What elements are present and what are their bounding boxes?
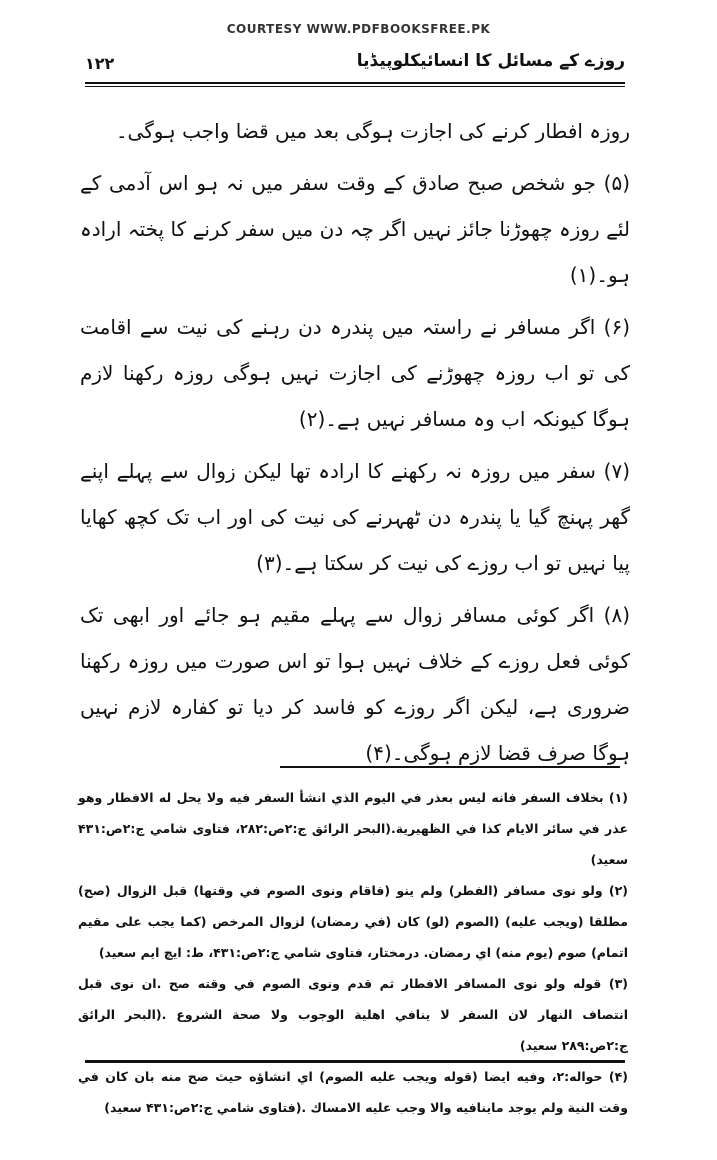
paragraph: (۸) اگر کوئی مسافر زوال سے پہلے مقیم ہو جائے اور ابھی تک کوئی فعل روزے کے خلاف نہیں ہوا تو اس صورت میں روزہ رکھنا ضروری ہے، لیکن اگر روزے کو فاسد کر دیا تو کفارہ لازم نہیں ہوگا صرف قضا لازم ہوگی۔(۴) <box>80 603 630 765</box>
paragraph: روزہ افطار کرنے کی اجازت ہوگی بعد میں قضا واجب ہوگی۔ <box>115 119 630 143</box>
main-text <box>80 108 630 782</box>
paragraph: (۵) جو شخص صبح صادق کے وقت سفر میں نہ ہو اس آدمی کے لئے روزہ چھوڑنا جائز نہیں اگر چہ دن میں سفر کرنے کا پختہ ارادہ ہو۔(۱) <box>80 171 630 287</box>
paragraph: (۶) اگر مسافر نے راستہ میں پندرہ دن رہنے کی نیت سے اقامت کی تو اب روزہ چھوڑنے کی اجازت نہیں ہوگی روزہ رکھنا لازم ہوگا کیونکہ اب وہ مسافر نہیں ہے۔(۲) <box>80 315 630 431</box>
book-title: روزے کے مسائل کا انسائیکلوپیڈیا <box>356 51 625 71</box>
page-header <box>85 48 625 82</box>
footnote: (۱) بخلاف السفر فانه ليس بعذر في اليوم الذي انشأ السفر فيه ولا يحل له الافطار وهو عذر في سائر الايام كذا في الظهيرية.(البحر الرائق ج:۲ص:۲۸۲، فتاوى شامي ج:۲ص:۴۳۱ سعيد) <box>78 790 628 867</box>
bottom-divider <box>85 1060 625 1063</box>
courtesy-watermark: COURTESY WWW.PDFBOOKSFREE.PK <box>226 22 491 36</box>
page-number: ۱۲۲ <box>85 54 115 73</box>
header-divider-thin <box>85 86 625 87</box>
footnote: (۳) قوله ولو نوى المسافر الافطار ثم قدم ونوى الصوم في وقته صح .ان نوى قبل انتصاف النهار لان السفر لا ينافي اهلية الوجوب ولا صحة الشروع .(البحر الرائق ج:۲ص:۲۸۹ سعيد) <box>78 976 628 1053</box>
footnotes <box>78 782 628 1123</box>
footnote-divider <box>280 766 620 768</box>
paragraph: (۷) سفر میں روزہ نہ رکھنے کا ارادہ تھا لیکن زوال سے پہلے اپنے گھر پہنچ گیا یا پندرہ دن ٹھہرنے کی نیت کی اور اب تک کچھ کھایا پیا نہیں تو اب روزے کی نیت کر سکتا ہے۔(۳) <box>80 459 630 575</box>
footnote: (۲) ولو نوى مسافر (الفطر) ولم ينو (فاقام ونوى الصوم في وقتها) قبل الزوال (صح) مطلقا (ويجب عليه) (الصوم (لو) كان (في رمضان) لزوال المرخص (كما يجب على مقيم اتمام) صوم (يوم منه) اي رمضان. درمختار، فتاوى شامي ج:۲ص:۴۳۱، ط: ايچ ايم سعيد) <box>78 883 628 960</box>
footnote: (۴) حواله:۲، وفيه ايضا (قوله ويجب عليه الصوم) اي انشاؤه حيث صح منه بان كان في وقت النية ولم يوجد ماينافيه والا وجب عليه الامساك .(فتاوى شامي ج:۲ص:۴۳۱ سعيد) <box>78 1069 629 1115</box>
header-divider <box>85 82 625 84</box>
